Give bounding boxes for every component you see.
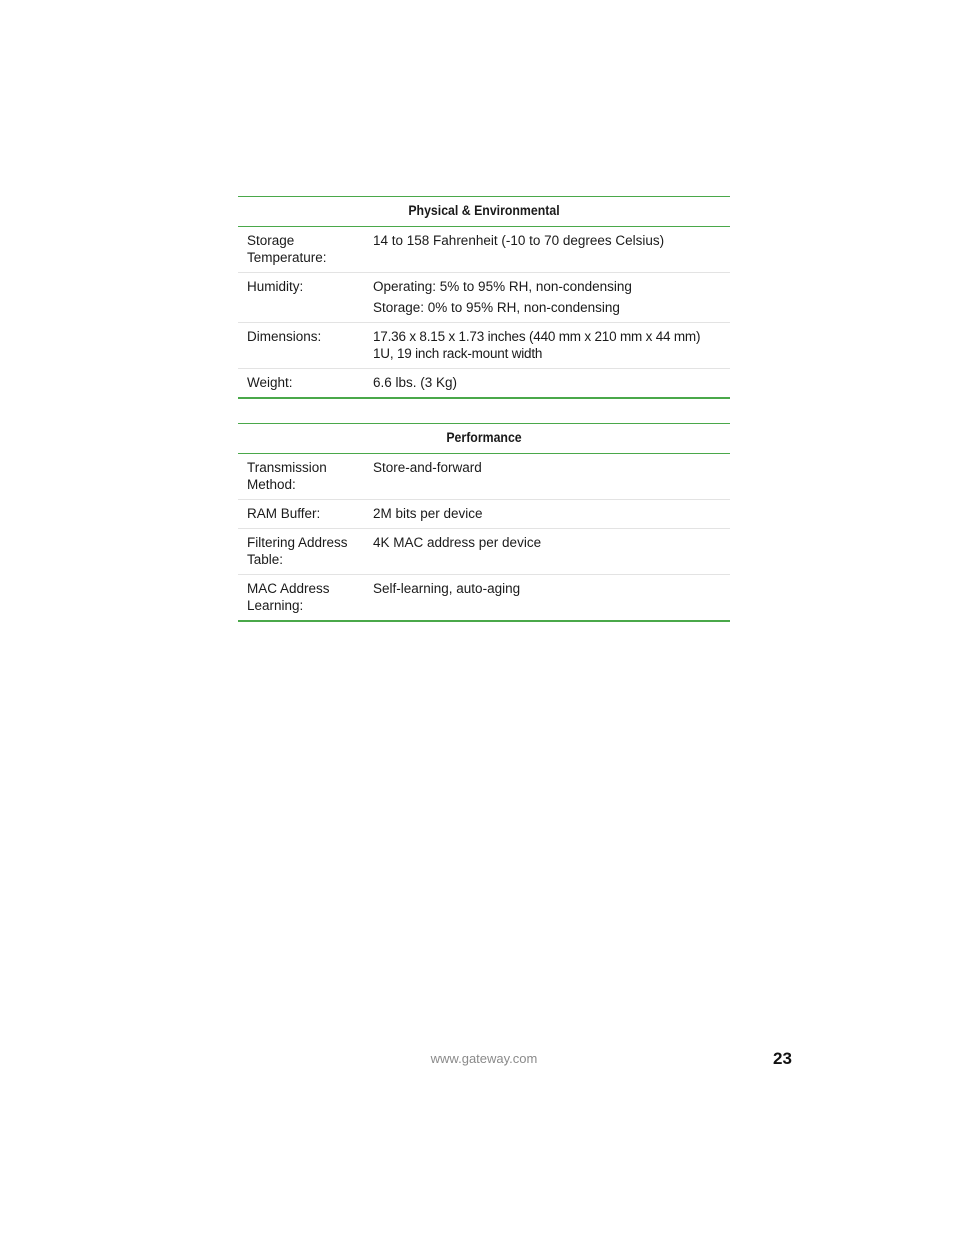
spec-label: Dimensions: (238, 323, 373, 369)
spec-label: Humidity: (238, 273, 373, 323)
spec-label: Weight: (238, 369, 373, 399)
table-row (238, 369, 730, 399)
spec-value-line: 2M bits per device (373, 506, 483, 521)
table-header-row (238, 424, 730, 454)
spec-value (373, 369, 730, 399)
table-header-row (238, 197, 730, 227)
spec-value-line: 4K MAC address per device (373, 535, 542, 550)
spec-value-line: 6.6 lbs. (3 Kg) (373, 375, 458, 390)
spec-value (373, 500, 730, 529)
spec-value (373, 323, 730, 369)
spec-value (373, 575, 730, 622)
spec-value-line: Store-and-forward (373, 460, 482, 475)
spec-value-line: Self-learning, auto-aging (373, 581, 521, 596)
table-row (238, 454, 730, 500)
spec-label: Filtering Address Table: (238, 529, 373, 575)
table-row (238, 323, 730, 369)
footer-url: www.gateway.com (430, 1051, 538, 1066)
spec-value-line: Storage: 0% to 95% RH, non-condensing (373, 300, 620, 315)
spec-value (373, 454, 730, 500)
table-row (238, 529, 730, 575)
spec-label: RAM Buffer: (238, 500, 373, 529)
spec-value-line: Operating: 5% to 95% RH, non-condensing (373, 279, 632, 294)
physical-environmental-table (238, 196, 730, 399)
spec-label: MAC Address Learning: (238, 575, 373, 622)
spec-label: Storage Temperature: (238, 227, 373, 273)
spec-value-line: 14 to 158 Fahrenheit (-10 to 70 degrees Celsius) (373, 233, 665, 248)
table-row (238, 227, 730, 273)
table-row (238, 273, 730, 323)
table-title: Physical & Environmental (268, 197, 701, 227)
table-row (238, 575, 730, 622)
spec-value (373, 273, 730, 323)
spec-label: Transmission Method: (238, 454, 373, 500)
spec-value-line: 17.36 x 8.15 x 1.73 inches (440 mm x 210 mm x 44 mm) 1U, 19 inch rack-mount width (373, 329, 701, 361)
spec-value (373, 227, 730, 273)
performance-table (238, 423, 730, 622)
spec-value (373, 529, 730, 575)
table-title: Performance (268, 424, 701, 454)
page-number: 23 (773, 1049, 792, 1068)
table-row (238, 500, 730, 529)
